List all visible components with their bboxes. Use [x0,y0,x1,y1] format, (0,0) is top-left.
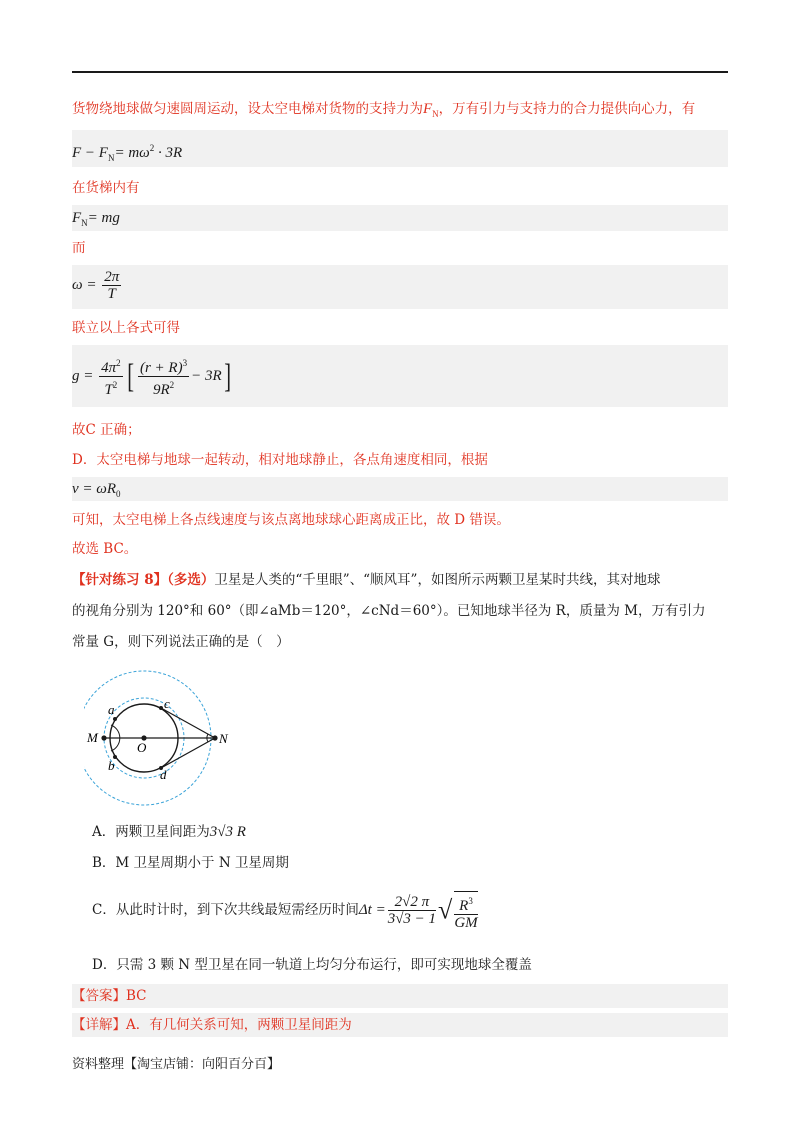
equation-3 [72,265,728,309]
equation-2 [72,205,728,231]
eq3-lhs: ω = [72,276,97,293]
eq5: $v = \omega R_0$ [72,481,121,499]
point-n [212,735,217,740]
eq5-text: v = ωR [72,481,117,497]
eq4-inner-num-text: (r + R) [139,360,183,376]
label-c: c [164,696,170,711]
eq4-lhs: g = [72,367,94,384]
paragraph-7: 可知，太空电梯上各点线速度与该点离地球球心距离成正比，故 D 错误。 [72,512,510,528]
eq3-den: T [107,286,116,302]
option-b: B．M 卫星周期小于 N 卫星周期 [92,855,289,871]
label-d: d [160,767,167,782]
option-c-math [358,894,480,931]
eq3-num: 2π [104,269,120,285]
eq4-num: $4\pi^2$ [99,355,123,377]
option-a-math: 3√3 R [209,824,246,840]
eq4-tail: − 3R [191,367,222,384]
option-c-root-num-text: R [459,897,469,914]
point-m [101,735,106,740]
eq4-fraction-1 [99,355,123,398]
label-m: M [87,730,98,745]
header-rule [72,71,728,73]
eq4-inner-den-text: 9R [152,382,170,398]
paragraph-1 [72,99,728,124]
tangent-nc [161,708,215,738]
eq4-inner-den: $9R^2$ [152,380,175,398]
label-n: N [219,731,228,746]
question-line-1 [72,570,728,590]
option-a-text: A．两颗卫星间距为 [92,824,210,840]
equation-5 [72,477,728,501]
option-c-root-den: GM [454,914,478,931]
paragraph-8: 故选 BC。 [72,541,138,557]
point-c [159,706,163,710]
p1-text: 货物绕地球做匀速圆周运动，设太空电梯对货物的支持力为 [72,101,423,117]
eq2-rhs: = mg [87,210,120,226]
answer-row [72,984,728,1008]
paragraph-4: 联立以上各式可得 [72,320,180,336]
label-b: b [108,758,115,773]
eq4-inner-num: $(r + R)^3$ [138,355,189,377]
option-c-lhs: Δt = [358,902,386,918]
equation-1 [72,130,728,167]
eq1-lhs: F − F [72,145,108,161]
question-tag: 【针对练习 8】 [72,572,168,588]
question-text-1: 卫星是人类的“千里眼”、“顺风耳”，如图所示两颗卫星某时共线，其对地球 [214,572,661,588]
eq4-den: $T^2$ [104,380,118,398]
option-c-fraction [388,894,436,927]
eq4-fraction-2 [138,355,189,398]
question-line-3: 常量 G，则下列说法正确的是（ ） [72,634,290,650]
eq3 [72,269,123,302]
option-c-root-fraction [454,891,477,931]
question-multi-badge: （多选） [167,572,215,588]
eq2-lhs: F [72,210,82,226]
answer-label: 【答案】 [72,988,126,1004]
label-o: O [137,740,147,755]
label-a: a [108,702,115,717]
eq1-rhs: = mω [114,145,150,161]
tangent-nd [161,738,215,768]
eq3-fraction [102,269,121,302]
paragraph-2: 在货梯内有 [72,180,140,196]
footer-note: 资料整理【淘宝店铺：向阳百分百】 [72,1057,281,1072]
p1-text-end: ，万有引力与支持力的合力提供向心力，有 [438,101,696,117]
paragraph-5: 故C 正确； [72,422,141,438]
paragraph-6: D．太空电梯与地球一起转动，相对地球静止，各点角速度相同，根据 [72,452,488,468]
option-c-num: 2√2 π [388,894,436,911]
option-c-root-num: $R^3$ [454,893,477,915]
left-bracket: [ [126,357,134,395]
orbit-figure [84,668,244,808]
option-d: D．只需 3 颗 N 型卫星在同一轨道上均匀分布运行，即可实现地球全覆盖 [92,957,532,973]
paragraph-3: 而 [72,240,86,256]
answer-value: BC [126,988,147,1004]
option-a [92,822,246,842]
option-c [92,890,480,931]
option-c-den: 3√3 − 1 [387,911,437,928]
point-a [113,717,117,721]
fn-symbol: $F_N$ [423,101,439,119]
equation-4 [72,345,728,407]
option-c-text: C．从此时计时，到下次共线最短需经历时间 [92,902,359,918]
eq2: $F_N=$ mg [72,210,120,228]
sqrt-sign: √ [438,895,453,925]
detail-row [72,1013,728,1037]
eq1-tail: · 3R [154,145,183,161]
question-line-2: 的视角分别为 120°和 60°（即∠aMb＝120°，∠cNd＝60°）。已知地球半径为 R，质量为 M，万有引力 [72,603,706,619]
right-bracket: ] [223,357,231,395]
eq4-num-text: 4π [101,360,117,376]
eq4 [72,355,233,398]
eq4-den-text: T [104,382,113,398]
eq1: $F - F_N= m\omega^2 \cdot 3R$ [72,143,183,163]
detail-label: 【详解】 [72,1017,126,1033]
detail-text: A．有几何关系可知，两颗卫星间距为 [126,1017,352,1033]
